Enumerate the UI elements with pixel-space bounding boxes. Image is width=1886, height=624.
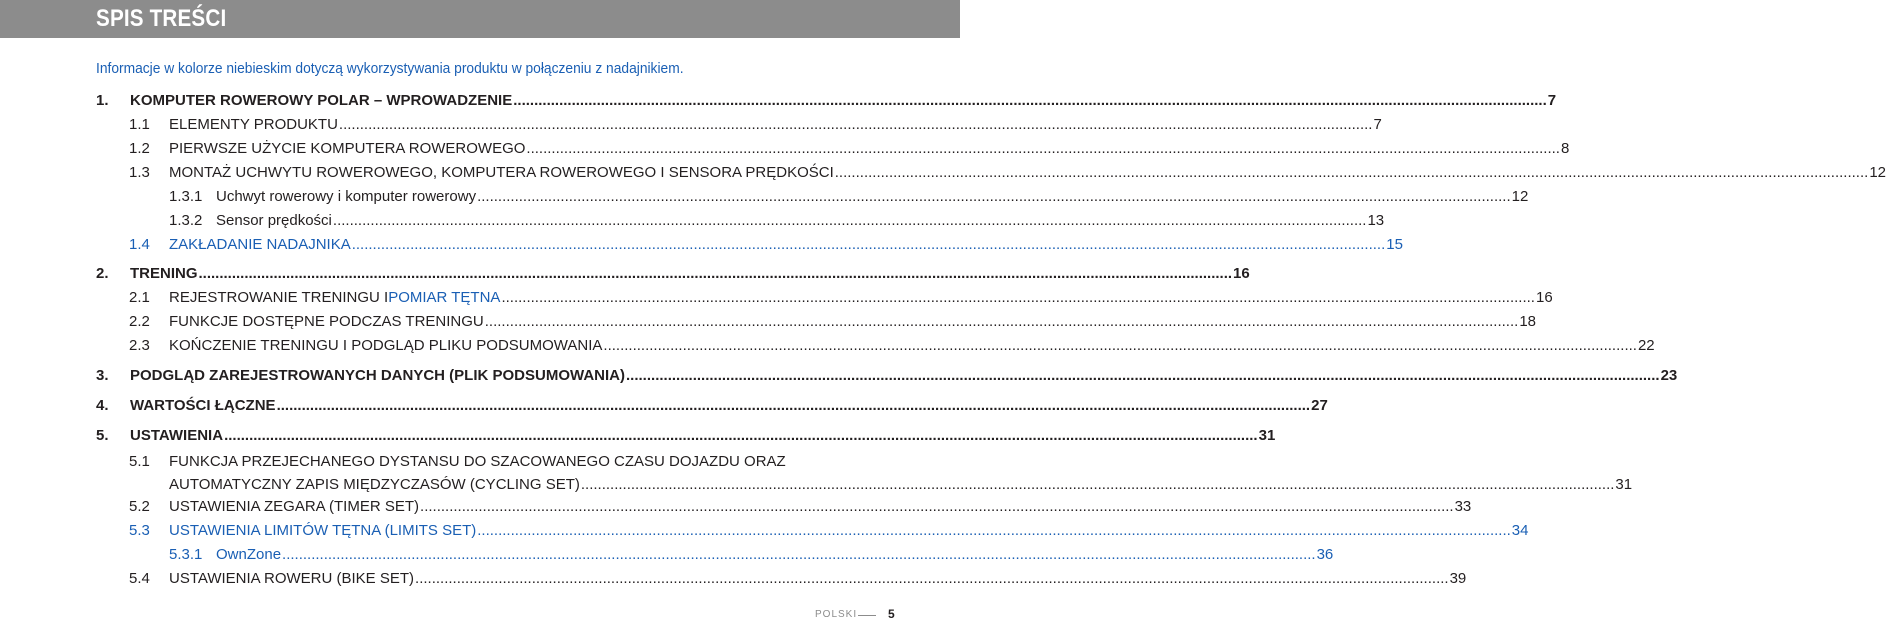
toc-entry[interactable] <box>0 264 1250 284</box>
toc-entry[interactable] <box>0 187 1529 207</box>
toc-page-number: 15 <box>1386 236 1403 253</box>
toc-page-number: 12 <box>1511 188 1529 205</box>
toc-entry-number: 2. <box>96 265 109 282</box>
toc-entry[interactable] <box>0 545 1334 565</box>
toc-leader-dots <box>415 569 1449 589</box>
toc-leader-dots <box>333 211 1367 231</box>
toc-entry[interactable] <box>0 336 1655 356</box>
toc-page-number: 39 <box>1449 570 1467 587</box>
toc-leader-dots <box>835 163 1869 183</box>
toc-page-number: 7 <box>1373 116 1382 133</box>
toc-entry[interactable] <box>0 139 1570 159</box>
toc-leader-dots <box>477 187 1511 207</box>
toc-leader-dots <box>352 235 1386 255</box>
toc-page-number: 8 <box>1560 140 1570 157</box>
toc-entry-title: USTAWIENIA <box>130 427 224 444</box>
toc-entry[interactable] <box>0 91 1557 111</box>
toc-entry-title: TRENING <box>130 265 198 282</box>
toc-leader-dots <box>626 366 1660 386</box>
toc-entry-title: REJESTROWANIE TRENINGU I <box>169 289 389 306</box>
toc-leader-dots <box>224 426 1258 446</box>
toc-entry[interactable] <box>0 288 1553 308</box>
toc-entry-title: FUNKCJA PRZEJECHANEGO DYSTANSU DO SZACOWANEGO CZASU DOJAZDU ORAZ <box>169 453 786 470</box>
toc-entry-title: USTAWIENIA ZEGARA (TIMER SET) <box>169 498 420 515</box>
toc-entry[interactable] <box>0 521 1529 541</box>
toc-leader-dots <box>485 312 1519 332</box>
toc-entry-title-highlight: POMIAR TĘTNA <box>388 289 501 306</box>
toc-entry[interactable] <box>0 452 1633 493</box>
toc-entry-number: 2.1 <box>129 289 150 306</box>
toc-page-number: 31 <box>1258 427 1276 444</box>
toc-entry[interactable] <box>0 497 1472 517</box>
toc-page-number: 33 <box>1454 498 1472 515</box>
toc-entry-number: 5.4 <box>129 570 150 587</box>
toc-entry-number: 5.3.1 <box>169 546 203 563</box>
toc-leader-dots <box>277 396 1311 416</box>
toc-entry-number: 4. <box>96 397 109 414</box>
toc-entry-number: 5. <box>96 427 109 444</box>
toc-leader-dots <box>603 336 1637 356</box>
toc-entry-number: 2.2 <box>129 313 150 330</box>
intro-note: Informacje w kolorze niebieskim dotyczą wykorzystywania produktu w połączeniu z nadajnikiem. <box>96 60 684 77</box>
toc-entry-number: 2.3 <box>129 337 150 354</box>
toc-page-number: 13 <box>1367 212 1385 229</box>
toc-entry[interactable] <box>0 426 1276 446</box>
page-title: SPIS TREŚCI <box>96 5 227 32</box>
toc-leader-dots <box>282 545 1316 565</box>
toc-page-number: 16 <box>1535 289 1553 306</box>
footer-language: POLSKI <box>815 609 858 620</box>
toc-entry-number: 1.2 <box>129 140 150 157</box>
toc-entry-title: USTAWIENIA ROWERU (BIKE SET) <box>169 570 415 587</box>
footer-page-number: 5 <box>888 607 895 621</box>
toc-page-number: 34 <box>1511 522 1529 539</box>
toc-entry-title: USTAWIENIA LIMITÓW TĘTNA (LIMITS SET) <box>169 522 477 539</box>
toc-entry-title: FUNKCJE DOSTĘPNE PODCZAS TRENINGU <box>169 313 484 330</box>
toc-entry-title: WARTOŚCI ŁĄCZNE <box>130 397 276 414</box>
footer-divider <box>858 615 876 616</box>
toc-page-number: 12 <box>1869 164 1886 181</box>
toc-entry-title: PIERWSZE UŻYCIE KOMPUTERA ROWEROWEGO <box>169 140 526 157</box>
toc-entry[interactable] <box>0 211 1385 231</box>
toc-page-number: 23 <box>1660 367 1678 384</box>
toc-entry[interactable] <box>0 115 1382 135</box>
toc-entry-number: 5.3 <box>129 522 150 539</box>
toc-entry-number: 5.1 <box>129 453 150 470</box>
toc-entry[interactable] <box>0 569 1467 589</box>
toc-entry-number: 3. <box>96 367 109 384</box>
toc-page-number: 22 <box>1637 337 1655 354</box>
toc-entry-number: 1.1 <box>129 116 150 133</box>
toc-entry-number: 5.2 <box>129 498 150 515</box>
toc-page-number: 31 <box>1615 476 1633 493</box>
toc-entry[interactable] <box>0 312 1536 332</box>
toc-page-number: 27 <box>1311 397 1328 414</box>
toc-page-number: 18 <box>1519 313 1536 330</box>
toc-entry-title: Uchwyt rowerowy i komputer rowerowy <box>216 188 477 205</box>
toc-leader-dots <box>477 521 1511 541</box>
toc-entry-title: ELEMENTY PRODUKTU <box>169 116 338 133</box>
toc-entry[interactable] <box>0 235 1403 255</box>
toc-entry[interactable] <box>0 396 1328 416</box>
toc-entry-title: MONTAŻ UCHWYTU ROWEROWEGO, KOMPUTERA ROWEROWEGO I SENSORA PRĘDKOŚCI <box>169 164 834 181</box>
toc-leader-dots <box>501 288 1535 308</box>
toc-page-number: 7 <box>1547 92 1557 109</box>
toc-entry-number: 1.3 <box>129 164 150 181</box>
toc-entry-number: 1.3.1 <box>169 188 203 205</box>
toc-entry-number: 1.3.2 <box>169 212 203 229</box>
toc-leader-dots <box>420 497 1454 517</box>
toc-entry-title: OwnZone <box>216 546 282 563</box>
toc-leader-dots <box>581 475 1615 495</box>
toc-entry-title: PODGLĄD ZAREJESTROWANYCH DANYCH (PLIK PODSUMOWANIA) <box>130 367 626 384</box>
toc-entry-title: ZAKŁADANIE NADAJNIKA <box>169 236 351 253</box>
toc-page-number: 16 <box>1233 265 1250 282</box>
toc-leader-dots <box>526 139 1560 159</box>
toc-entry-title: Sensor prędkości <box>216 212 332 229</box>
toc-entry-title-continued: AUTOMATYCZNY ZAPIS MIĘDZYCZASÓW (CYCLING SET) <box>169 476 580 493</box>
toc-entry-title: KOŃCZENIE TRENINGU I PODGLĄD PLIKU PODSUMOWANIA <box>169 337 603 354</box>
toc-leader-dots <box>513 91 1547 111</box>
toc-entry-number: 1. <box>96 92 109 109</box>
toc-leader-dots <box>199 264 1233 284</box>
toc-entry-title: KOMPUTER ROWEROWY POLAR – WPROWADZENIE <box>130 92 513 109</box>
toc-entry[interactable] <box>0 163 1886 183</box>
toc-leader-dots <box>339 115 1373 135</box>
toc-entry[interactable] <box>0 366 1678 386</box>
toc-entry-number: 1.4 <box>129 236 150 253</box>
toc-page-number: 36 <box>1316 546 1334 563</box>
